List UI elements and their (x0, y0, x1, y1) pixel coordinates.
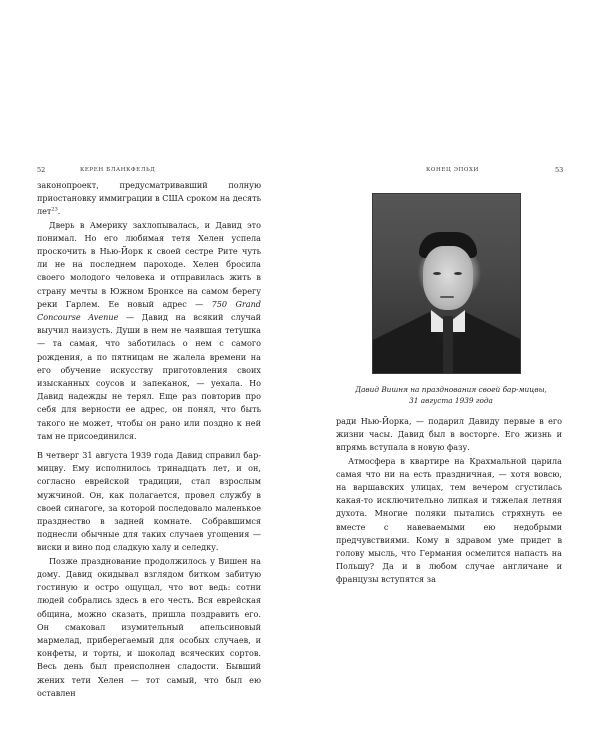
paragraph: Позже празднование продолжилось у Вишен на дому. Давид окидывал взглядом битком забитую гостиную и остро ощущал, что вот ведь: сотни людей собрались здесь в его честь. Вся еврейская община, можно сказать, пришла поздравить его. Он смаковал изумительный апельсиновый мармелад, приберегаемый для особых случаев, и конфеты, и торты, и шоколад всяческих сортов. Весь день был преисполнен сладости. Бывший жених тети Хелен — тот самый, что был ею оставлен (37, 555, 261, 698)
caption-line: 31 августа 1939 года (409, 396, 493, 405)
running-head-left: КЕРЕН БЛАНКФЕЛЬД (80, 167, 156, 173)
paragraph: Дверь в Америку захлопывалась, и Давид это понимал. Но его любимая тетя Хелен успела проскочить в Нью-Йорк к своей сестре Рите чуть ли не на последнем пароходе. Хелен бросила своего молодого человека и отправилась жить в страну мечты в Южном Бронксе на самом берегу реки Гарлем. Ее новый адрес — 750 Grand Concourse Avenue — Давид на всякий случай выучил наизусть. Души в нем не чаявшая тетушка — та самая, что заботилась о нем с самого рождения, а по пятницам не жалела времени на его обучение искусству приготовления своих изысканных соусов и запеканок, — уехала. Но Давид надежды не терял. Еще раз повторив про себя для верности ее адрес, он понял, что быть такого не может, чтобы он рано или поздно к ней там не присоединился. (37, 219, 261, 441)
caption-line: Давид Вишня на празднования своей бар-мицвы, (355, 385, 547, 394)
paragraph: законопроект, предусматривавший полную приостановку иммиграции в США сроком на десять лет$^{23}$. (37, 180, 261, 217)
paragraph: В четверг 31 августа 1939 года Давид справил бар-мицву. Ему исполнилось тринадцать лет, и он, согласно еврейской традиции, стал взрослым мужчиной. Он, как полагается, провел службу в своей синагоге, за которой последовало маленькое празднество в задней комнате. Собравшимся поднесли обычные для таких случаев угощения — виски и вино под сладкую халу и селедку. (37, 450, 261, 553)
photo-face (423, 246, 473, 310)
address-number: 750 (211, 298, 228, 309)
page-number-left: 52 (37, 166, 46, 174)
right-page-body (336, 415, 562, 587)
photo-eye (454, 272, 462, 275)
page-number-right: 53 (555, 166, 564, 174)
running-head-right: КОНЕЦ ЭПОХИ (426, 167, 479, 173)
address-street: Grand Concourse Avenue (37, 298, 261, 323)
photo-mouth (440, 296, 454, 298)
paragraph: Атмосфера в квартире на Крахмальной царила самая что ни на есть праздничная, — хотя вовсю, на варшавских улицах, тем вечером сгустилась какая-то исключительно липкая и тяжелая летняя духота. Многие поляки пытались стряхнуть ее вместе с навеваемыми ею недобрыми предчувствиями. Кому в здравом уме придет в голову мысль, что Германия осмелится напасть на Польшу? Да и в любом случае англичане и французы вступятся за (336, 455, 562, 585)
left-page-body (37, 179, 261, 700)
photo-caption (340, 384, 562, 406)
paragraph: ради Нью-Йорка, — подарил Давиду первые в его жизни часы. Давид был в восторге. Его жизнь и впрямь вступала в новую фазу. (336, 416, 562, 453)
photo-tie (443, 316, 453, 374)
footnote-ref: 23 (51, 206, 58, 213)
right-page (300, 0, 600, 750)
portrait-photo (372, 193, 521, 374)
photo-eye (433, 272, 441, 275)
